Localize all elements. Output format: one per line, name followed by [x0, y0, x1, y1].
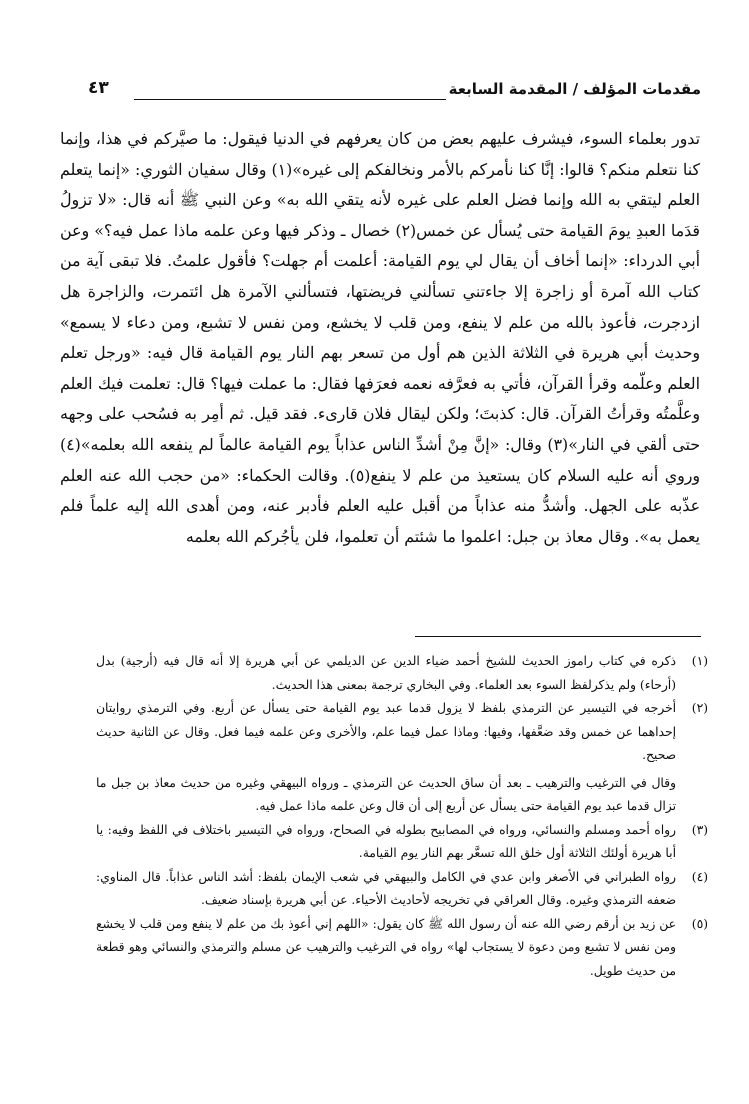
running-title: مقدمات المؤلف / المقدمة السابعة [448, 80, 701, 98]
footnotes [96, 650, 708, 983]
footnote-5 [96, 913, 708, 984]
footnote-number: (٤) [691, 869, 708, 884]
footnote-number: (٥) [691, 916, 708, 931]
footnote-1 [96, 650, 708, 697]
footnote-text: ذكره في كتاب راموز الحديث للشيخ أحمد ضياء الدين عن الديلمي عن أبي هريرة إلا أنه قال فيه (أرجية) بدل (أرحاء) ولم يذكرلفظ السوء بعد العلماء. وفي البخاري ترجمة بمعنى هذا الحديث. [96, 654, 676, 692]
footnote-3 [96, 819, 708, 866]
footnote-number: (١) [691, 654, 708, 668]
footnote-4 [96, 866, 708, 913]
footnote-text: أخرجه في التيسير عن الترمذي بلفظ لا يزول قدما عبد يوم القيامة حتى يسأل عن أربع. وفي الترمذي روايتان إحداهما عن خمس وقد ضعَّفها، وفيها: وماذا عمل فيما علم، والأخرى وعن علمه فيما فعل. وقال عن الثانية حديث صحيح. [96, 701, 676, 762]
footnote-number: (٢) [691, 701, 708, 715]
footnote-extra-text: وقال في الترغيب والترهيب ـ بعد أن ساق الحديث عن الترمذي ـ ورواه البيهقي وغيره من حديث معاذ بن جبل ما تزال قدما عبد يوم القيامة حتى يسأل عن أربع إلى أن قال وعن علمه ماذا عمل فيه. [96, 775, 676, 813]
header-rule [134, 99, 446, 100]
page-number: ٤٣ [88, 78, 109, 98]
footnote-body [96, 697, 676, 819]
footnote-text: عن زيد بن أرقم رضي الله عنه أن رسول الله ﷺ كان يقول: «اللهم إني أعوذ بك من علم لا ينفع ومن قلب لا يخشع ومن نفس لا تشبع ومن دعوة لا يستجاب لها» رواه في الترغيب والترهيب عن مسلم والترمذي والنسائي وهو قطعة من حديث طويل. [96, 916, 676, 978]
footnote-number: (٣) [691, 822, 708, 837]
page-header [88, 76, 701, 110]
body-text: تدور بعلماء السوء، فيشرف عليهم بعض من كان يعرفهم في الدنيا فيقول: ما صيَّركم في هذا، وإنما كنا نتعلم منكم؟ قالوا: إنَّا كنا نأمركم بالأمر ونخالفكم إلى غيره»(١) وقال سفيان الثوري: «إنما يتعلم العلم ليتقي به الله وإنما فضل العلم على غيره لأنه يتقي الله به» وعن النبي ﷺ أنه قال: «لا تزولُ قدَما العبدِ يومَ القيامة حتى يُسأل عن خمس(٢) خصال ـ وذكر فيها وعن علمه ماذا عمل فيه؟» وعن أبي الدرداء: «إنما أخاف أن يقال لي يوم القيامة: أعلمت أم جهلت؟ فأقول علمتُ. فلا تبقى آية من كتاب الله آمرة أو زاجرة إلا جاءتني تسألني فريضتها، فتسألني الآمرة هل ائتمرت، والزاجرة هل ازدجرت، فأعوذ بالله من علم لا ينفع، ومن قلب لا يخشع، ومن نفس لا تشبع، ومن دعاء لا يسمع» وحديث أبي هريرة في الثلاثة الذين هم أول من تسعر بهم النار يوم القيامة قال فيه: «ورجل تعلم العلم وعلّمه وقرأ القرآن، فأتي به فعرَّفه نعمه فعرَفها فقال: ما عملت فيها؟ قال: تعلمت فيك العلم وعلَّمتُه وقرأتُ القرآن. قال: كذبتَ؛ ولكن ليقال فلان قارىء. فقد قيل. ثم أمِر به فسُحب على وجهه حتى ألقي في النار»(٣) وقال: «إنَّ مِنْ أشدِّ الناس عذاباً يوم القيامة عالماً لم ينفعه الله بعلمه»(٤) وروي أنه عليه السلام كان يستعيذ من علم لا ينفع(٥). وقالت الحكماء: «من حجب الله عنه العلم عذّبه على الجهل. وأشدُّ منه عذاباً من أقبل عليه العلم فأدبر عنه، ومن أهدى الله إليه علماً فلم يعمل به». وقال معاذ بن جبل: اعلموا ما شئتم أن تعلموا، فلن يأجُركم الله بعلمه [60, 129, 700, 546]
footnote-text: رواه أحمد ومسلم والنسائي، ورواه في المصابيح بطوله في الصحاح، ورواه في التيسير باختلاف في اللفظ وفيه: يا أبا هريرة أولئك الثلاثة أول خلق الله تسعَّر بهم النار يوم القيامة. [96, 822, 676, 860]
footnote-separator [415, 636, 701, 637]
footnote-text: رواه الطبراني في الأصغر وابن عدي في الكامل والبيهقي في شعب الإيمان بلفظ: أشد الناس عذاباً. قال المناوي: ضعفه الترمذي وغيره. وقال العراقي في تخريجه لأحاديث الأحياء. عن أبي هريرة بإسناد ضعيف. [96, 869, 676, 907]
footnote-2 [96, 697, 708, 819]
